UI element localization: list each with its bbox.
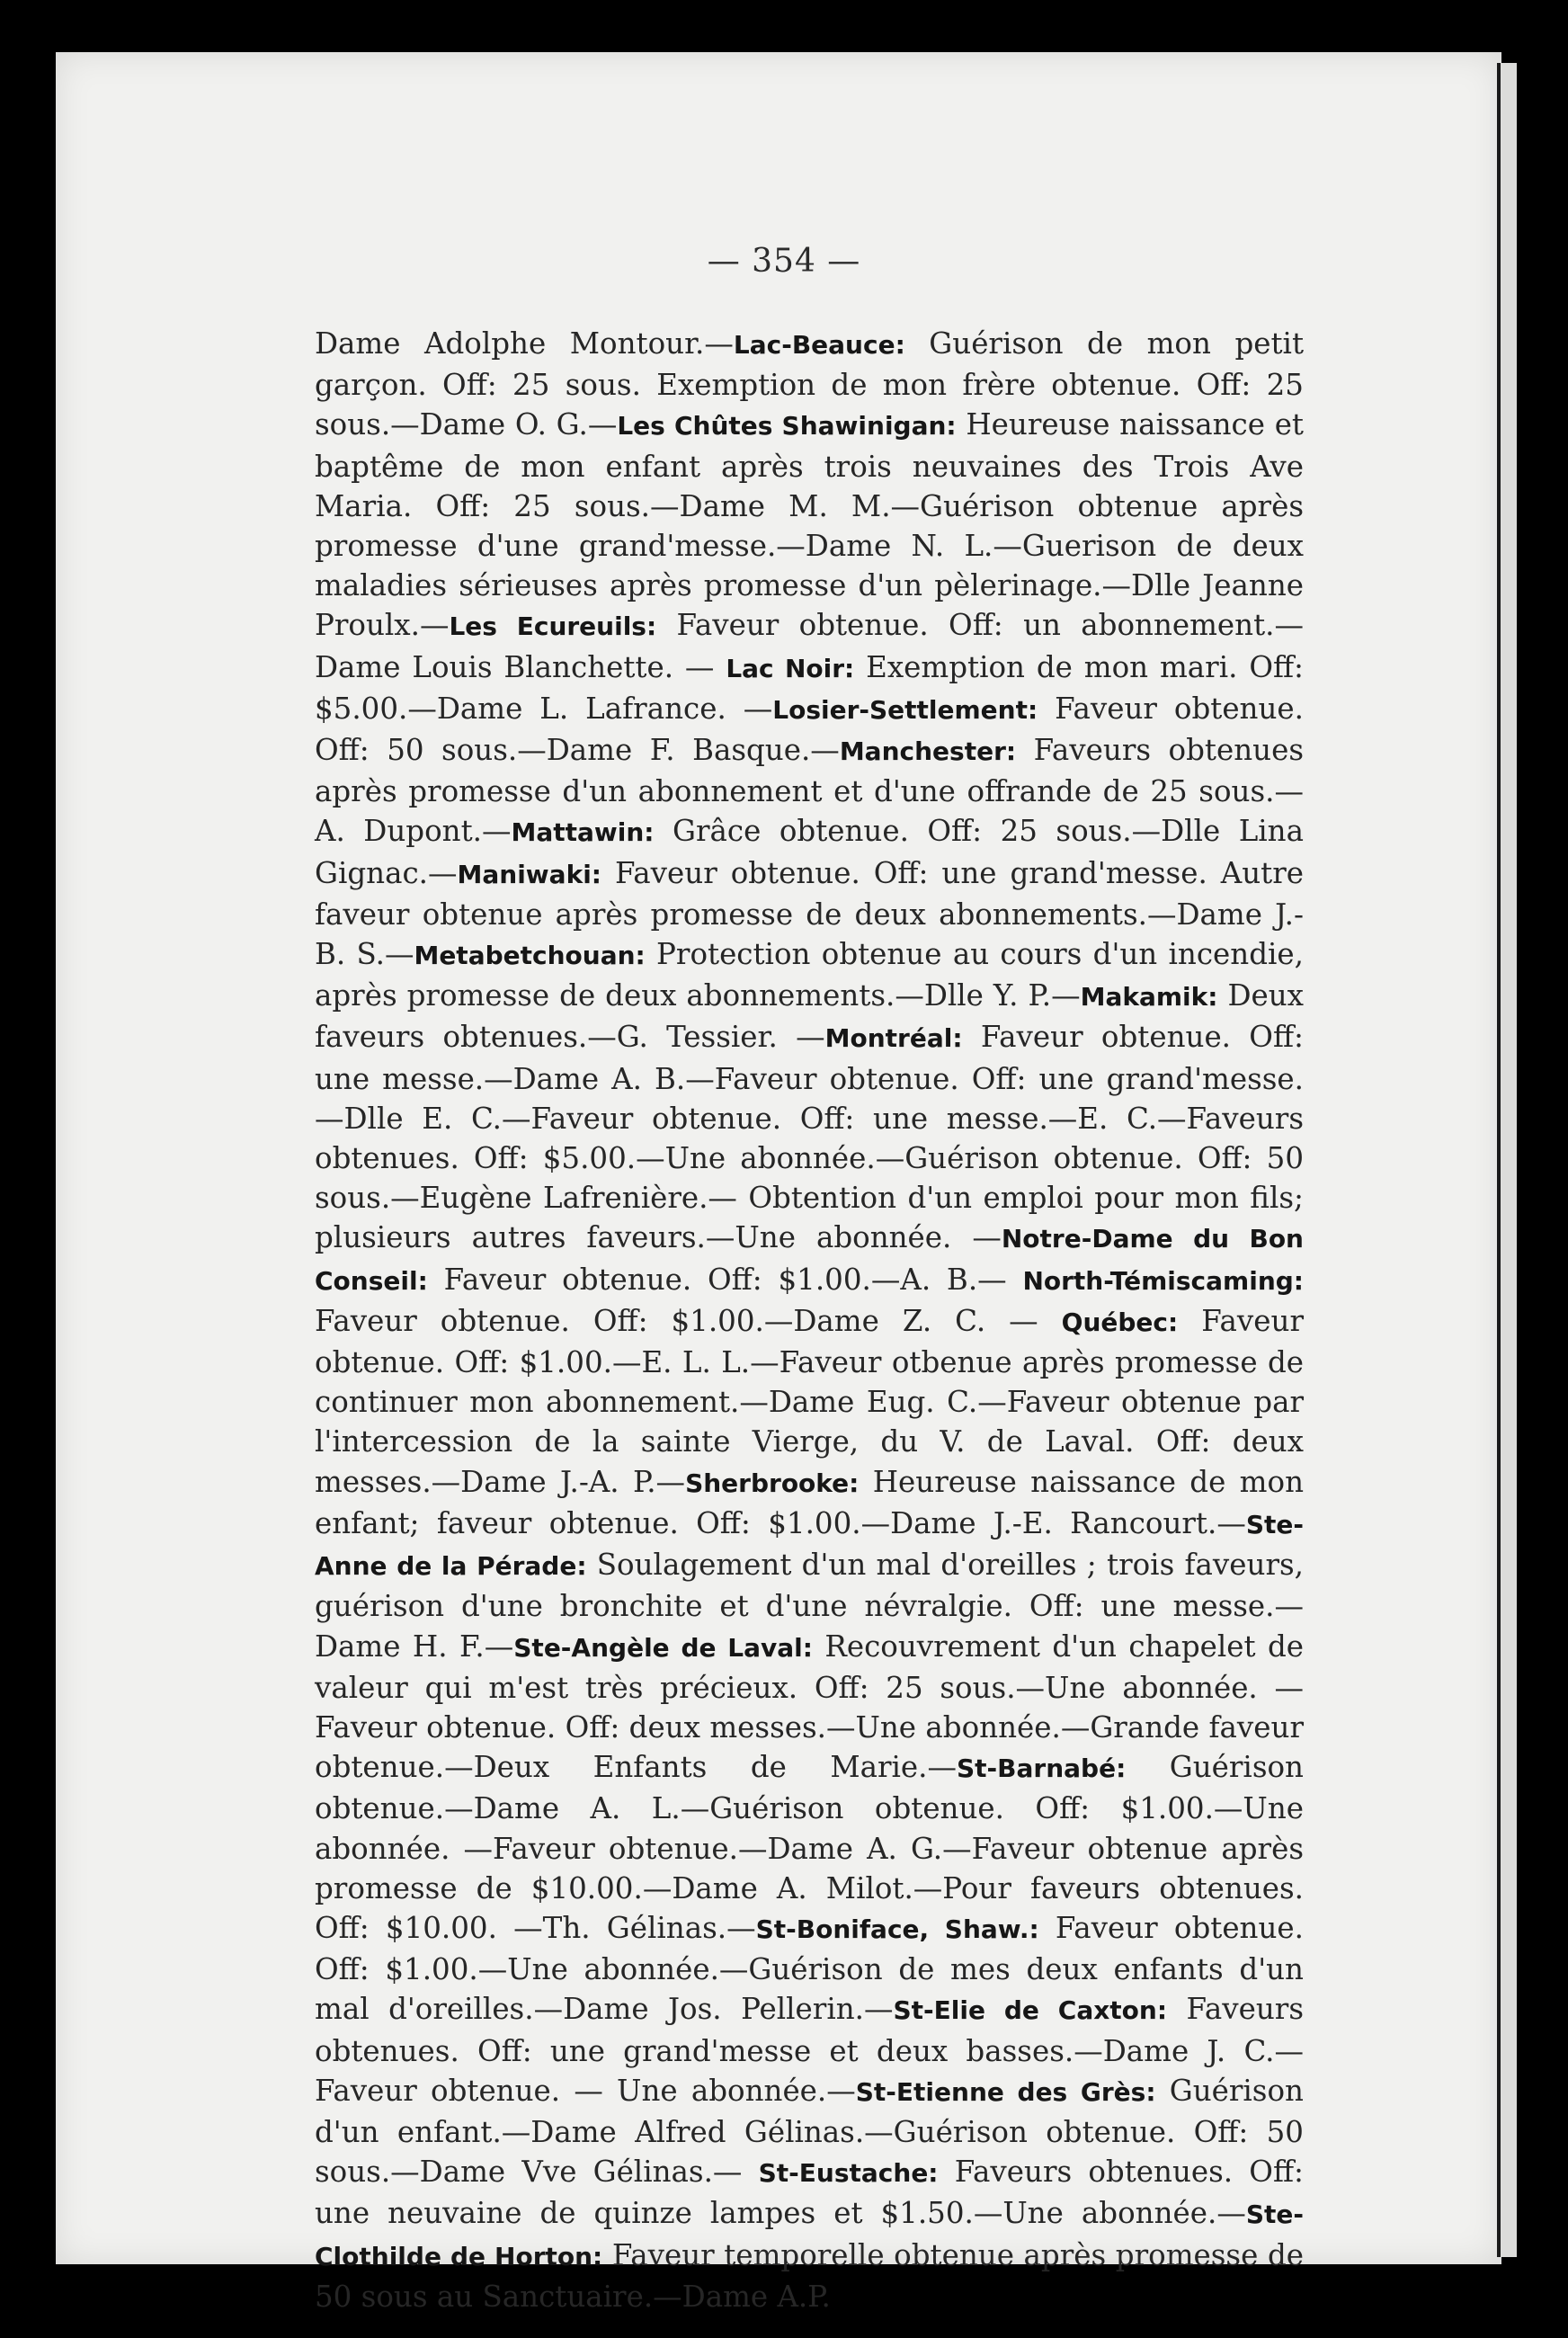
place-heading: Metabetchouan: [414, 941, 646, 971]
entry-text: Faveur obtenue. Off: $1.00.—Dame Z. C. — [315, 1303, 1062, 1338]
place-heading: Mattawin: [511, 817, 655, 848]
entry-text: Dame Adolphe Montour.— [315, 326, 734, 361]
entry-text: Faveur obtenue. Off: 50 sous.—Dame F. Basque.— [315, 691, 1304, 768]
entry-text: Recouvrement d'un chapelet de valeur qui m'est très précieux. Off: 25 sous.—Une abonnée. —Faveur obtenue. Off: deux messes.—Une abonnée.—Grande faveur obtenue.—Deux Enfants de Marie.— [315, 1629, 1305, 1785]
entry-text: Faveur obtenue. Off: $1.00.—A. B.— [427, 1262, 1023, 1297]
entry-text: Faveurs obtenues. Off: une grand'messe et deux basses.—Dame J. C.—Faveur obtenue. — Une abonnée.— [315, 1992, 1305, 2108]
place-heading: Les Chûtes Shawinigan: [617, 411, 957, 442]
place-heading: Lac Noir: [726, 653, 855, 683]
entry-text: Heureuse naissance de mon enfant; faveur obtenue. Off: $1.00.—Dame J.-E. Rancourt.— [315, 1464, 1304, 1540]
place-heading: St-Barnabé: [957, 1754, 1127, 1784]
entry-text: Faveur obtenue. Off: un abonnement.—Dame Louis Blanchette. — [315, 608, 1304, 684]
place-heading: St-Eustache: [758, 2158, 939, 2189]
entry-text: Guérison de mon petit garçon. Off: 25 sous. Exemption de mon frère obtenue. Off: 25 sous.—Dame O. G.— [315, 326, 1305, 442]
place-heading: Ste-Anne de la Pérade: [315, 1509, 1304, 1582]
entry-text: Faveur obtenue. Off: $1.00.—Une abonnée.—Guérison de mes deux enfants d'un mal d'oreilles.—Dame Jos. Pellerin.— [315, 1910, 1304, 2027]
place-heading: Lac-Beauce: [733, 330, 905, 360]
place-heading: Notre-Dame du Bon Conseil: [315, 1224, 1304, 1296]
place-heading: Losier-Settlement: [772, 694, 1038, 725]
entry-text: Soulagement d'un mal d'oreilles ; trois faveurs, guérison d'une bronchite et d'une névralgie. Off: une messe.—Dame H. F.— [315, 1548, 1304, 1664]
place-heading: Montréal: [824, 1023, 963, 1054]
entry-text: Exemption de mon mari. Off: $5.00.—Dame L. Lafrance. — [315, 649, 1305, 726]
entry-text: Grâce obtenue. Off: 25 sous.—Dlle Lina Gignac.— [315, 814, 1304, 890]
entry-text: Faveurs obtenues après promesse d'un abonnement et d'une offrande de 25 sous.—A. Dupont.— [315, 733, 1304, 849]
body-text [315, 324, 1304, 2316]
place-heading: Makamik: [1080, 982, 1218, 1013]
entry-text: Faveur obtenue. Off: une messe.—Dame A. B.—Faveur obtenue. Off: une grand'messe.—Dlle E. C.—Faveur obtenue. Off: une messe.—E. C.—Faveurs obtenues. Off: $5.00.—Une abonnée.—Guérison obtenue. Off: 50 sous.—Eugène Lafrenière.— Obtention d'un emploi pour mon fils; plusieurs autres faveurs.—Une abonnée. — [315, 1020, 1304, 1255]
place-heading: Québec: [1061, 1307, 1179, 1337]
place-heading: Ste-Angèle de Laval: [513, 1632, 813, 1663]
place-heading: Maniwaki: [457, 859, 601, 889]
entry-text: Faveur temporelle obtenue après promesse de 50 sous au Sanctuaire.—Dame A.P. [315, 2237, 1304, 2314]
page-number: — 354 — [707, 243, 861, 280]
entry-text: Heureuse naissance et baptême de mon enfant après trois neuvaines des Trois Ave Maria. Off: 25 sous.—Dame M. M.—Guérison obtenue après promesse d'une grand'messe.—Dame N. L.—Guerison de deux maladies sérieuses après promesse d'un pèlerinage.—Dlle Jeanne Proulx.— [315, 407, 1304, 643]
entry-text: Guérison obtenue.—Dame A. L.—Guérison obtenue. Off: $1.00.—Une abonnée. —Faveur obtenue.—Dame A. G.—Faveur obtenue après promesse de $10.00.—Dame A. Milot.—Pour faveurs obtenues. Off: $10.00. —Th. Gélinas.— [315, 1750, 1304, 1945]
place-heading: Ste-Clothilde de Horton: [315, 2200, 1304, 2271]
facing-page-edge [1497, 63, 1517, 2257]
place-heading: St-Etienne des Grès: [855, 2076, 1156, 2107]
place-heading: Sherbrooke: [685, 1468, 860, 1498]
place-heading: St-Elie de Caxton: [893, 1995, 1168, 2026]
place-heading: Manchester: [839, 736, 1017, 767]
entry-text: Faveur obtenue. Off: une grand'messe. Autre faveur obtenue après promesse de deux abonnements.—Dame J.-B. S.— [315, 855, 1304, 972]
entry-text: Faveurs obtenues. Off: une neuvaine de quinze lampes et $1.50.—Une abonnée.— [315, 2155, 1304, 2231]
entry-text: Faveur obtenue. Off: $1.00.—E. L. L.—Faveur otbenue après promesse de continuer mon abonnement.—Dame Eug. C.—Faveur obtenue par l'intercession de la sainte Vierge, du V. de Laval. Off: deux messes.—Dame J.-A. P.— [315, 1303, 1304, 1499]
entry-text: Protection obtenue au cours d'un incendie, après promesse de deux abonnements.—Dlle Y. P.— [315, 937, 1304, 1013]
entry-text: Guérison d'un enfant.—Dame Alfred Gélinas.—Guérison obtenue. Off: 50 sous.—Dame Vve Gélinas.— [315, 2073, 1304, 2190]
place-heading: Les Ecureuils: [449, 611, 657, 642]
entry-text: Deux faveurs obtenues.—G. Tessier. — [315, 978, 1304, 1055]
place-heading: St-Boniface, Shaw.: [755, 1914, 1039, 1944]
place-heading: North-Témiscaming: [1022, 1265, 1304, 1296]
